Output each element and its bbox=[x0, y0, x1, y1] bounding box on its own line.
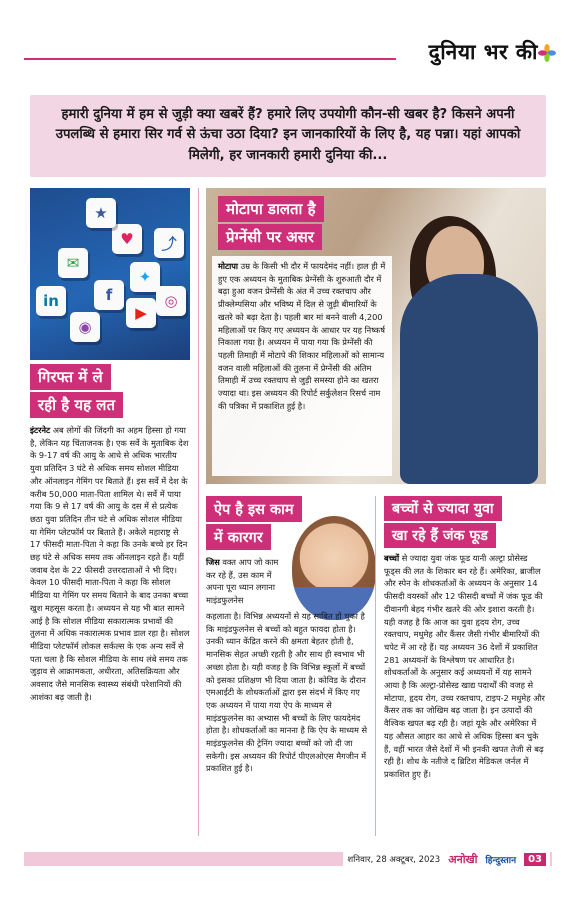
social-body bbox=[30, 424, 190, 703]
app-intro bbox=[206, 556, 290, 607]
flower-icon bbox=[538, 44, 556, 62]
footer-date: शनिवार, 28 अक्टूबर, 2023 bbox=[347, 854, 441, 865]
app-intro-text: वक्त आप जो काम कर रहे हैं, उस काम में अपना पूरा ध्यान लगाना माइंडफुलनेस bbox=[206, 557, 279, 606]
junkfood-heading-line2: खा रहे हैं जंक फूड bbox=[384, 523, 496, 548]
instagram-icon: ◎ bbox=[156, 286, 186, 316]
heart-icon: ♥ bbox=[112, 224, 142, 254]
social-article bbox=[30, 188, 190, 828]
junkfood-body-text: से ज्यादा युवा जंक फूड यानी अल्ट्रा प्रोसेस्ड फूड्स की लत के शिकार बन रहे हैं। अमेरिका, ब्राजील और स्पेन के शोधकर्ताओं के अध्ययन के अनुसार 14 फीसदी वयस्कों और 12 फीसदी बच्चों में जंक फूड की दीवानगी बेहद गंभीर खतरे की ओर इशारा करती है। यही वजह है कि आज का युवा हृदय रोग, उच्च रक्तचाप, मधुमेह और कैंसर जैसी गंभीर बीमारियों की चपेट में आ रहे हैं। यह अध्ययन 36 देशों में प्रकाशित 281 अध्ययनों के विश्लेषण पर आधारित है। शोधकर्ताओं के अनुसार कई अध्ययनों में यह सामने आया है कि अल्ट्रा-प्रोसेस्ड खाद्य पदार्थों की वजह से मोटापा, हृदय रोग, उच्च रक्तचाप, टाइप-2 मधुमेह और कैंसर तक का जोखिम बढ़ जाता है। इन उत्पादों की वैश्विक खपत बढ़ रही है। जहां यूके और अमेरिका में यह औसत आहार का आधे से अधिक हिस्सा बन चुके हैं, वहीं भारत जैसे देशों में भी इनकी खपत तेजी से बढ़ रही है। शोध के नतीजे द ब्रिटिश मेडिकल जर्नल में प्रकाशित हुए हैं। bbox=[384, 553, 545, 779]
facebook-icon: f bbox=[94, 280, 124, 310]
woman-dress bbox=[400, 274, 538, 484]
footer bbox=[343, 851, 550, 867]
share-icon: ⤴ bbox=[154, 228, 184, 258]
pregnancy-heading-line1: मोटापा डालता है bbox=[218, 196, 324, 222]
junkfood-heading-line1: बच्चों से ज्यादा युवा bbox=[384, 496, 502, 521]
intro-banner: हमारी दुनिया में हम से जुड़ी क्या खबरें हैं? हमारे लिए उपयोगी कौन-सी खबर है? किसने अपनी उपलब्धि से हमारा सिर गर्व से ऊंचा उठा दिया? इन जानकारियों के लिए है, यह पन्ना। यहां आपको मिलेगी, हर जानकारी हमारी दुनिया की... bbox=[30, 95, 546, 177]
app-heading-line2: में कारगर bbox=[206, 524, 271, 550]
app-lead: जिस bbox=[206, 557, 220, 567]
pregnancy-heading-line2: प्रेग्नेंसी पर असर bbox=[218, 224, 322, 250]
social-media-image bbox=[30, 188, 190, 360]
column-divider bbox=[198, 188, 199, 836]
smiling-girl-photo bbox=[292, 516, 376, 620]
chat-icon: ✉ bbox=[58, 248, 88, 278]
junkfood-body bbox=[384, 552, 546, 781]
app-article bbox=[206, 496, 366, 836]
pregnancy-body-text: उम्र के किसी भी दौर में फायदेमंद नहीं। हाल ही में हुए एक अध्ययन के मुताबिक प्रेग्नेंसी के शुरुआती दौर में बढ़ा हुआ वजन प्रेग्नेंसी के अंत में उच्च रक्तचाप और प्रीक्लेम्पसिया और भविष्य में दिल से जुड़ी बीमारियों के खतरे को बढ़ा देता है। पहली बार मां बनने वाली 4,200 महिलाओं पर किए गए अध्ययन के आधार पर यह निष्कर्ष निकाला गया है। अध्ययन में पाया गया कि प्रेग्नेंसी की पहली तिमाही में मोटापे की शिकार महिलाओं को सामान्य वजन वाली महिलाओं की तुलना में प्रेग्नेंसी की अंतिम तिमाही में उच्च रक्तचाप से जुड़ी समस्या होने का खतरा ज्यादा था। इस अध्ययन की रिपोर्ट सर्कुलेशन रिसर्च नाम की पत्रिका में प्रकाशित हुई है। bbox=[218, 261, 386, 411]
junkfood-lead: बच्चों bbox=[384, 553, 400, 563]
footer-brand-logo: अनोखी bbox=[448, 852, 478, 866]
twitter-icon: ✦ bbox=[130, 262, 160, 292]
social-heading-line1: गिरफ्त में ले bbox=[30, 364, 111, 390]
camera-icon: ◉ bbox=[70, 312, 100, 342]
page-number: 03 bbox=[524, 853, 546, 866]
social-body-text: अब लोगों की जिंदगी का अहम हिस्सा हो गया है, लेकिन यह चिंताजनक है। एक सर्वे के मुताबिक देश के 9-17 वर्ष की आयु के आधे से अधिक भारतीय युवा प्रतिदिन 3 घंटे से अधिक समय सोशल मीडिया और ऑनलाइन गेमिंग पर बिताते हैं। इस सर्वे में देश के करीब 50,000 माता-पिता शामिल थे। सर्वे में पाया गया कि 9 से 17 वर्ष की आयु के दस में से प्रत्येक छठा युवा प्रतिदिन तीन घंटे से अधिक सोशल मीडिया या गेमिंग प्लेटफॉर्म पर बिताते हैं। अकेले महाराष्ट्र से 17 फीसदी माता-पिता ने कहा कि उनके बच्चे हर दिन छह घंटे से अधिक समय तक ऑनलाइन रहते हैं। यहीं जवाब देश के 22 फीसदी उत्तरदाताओं ने भी दिए। केवल 10 फीसदी माता-पिता ने कहा कि सोशल मीडिया या गेमिंग पर समय बिताने के बाद उनका बच्चा खुश महसूस करता है। अध्ययन से यह भी बात सामने आई है कि सोशल मीडिया सकारात्मक प्रभावों की तुलना में अधिक नकारात्मक प्रभाव डाल रहा है। सोशल मीडिया प्लेटफॉर्म लोकल सर्कल्स के एक अन्य सर्वे से पता चला है कि सोशल मीडिया के साथ लंबे समय तक जुड़ाव से आक्रामकता, अधीरता, अतिसक्रियता और अवसाद जैसे मानसिक स्वास्थ्य संबंधी परेशानियों की आशंका बढ़ जाती है। bbox=[30, 425, 190, 702]
social-lead: इंटरनेट bbox=[30, 425, 51, 435]
like-icon: ★ bbox=[86, 198, 116, 228]
app-heading bbox=[206, 496, 302, 552]
app-heading-line1: ऐप है इस काम bbox=[206, 496, 302, 522]
social-heading-line2: रही है यह लत bbox=[30, 392, 123, 418]
app-body: कहलाता है। विभिन्न अध्ययनों से यह साबित हो चुका है कि माइंडफुलनेस से बच्चों को बहुत फायदा होता है। उनकी ध्यान केंद्रित करने की क्षमता बेहतर होती है, मानसिक सेहत अच्छी रहती है और साथ ही स्वभाव भी अच्छा होता है। यही वजह है कि विभिन्न स्कूलों में बच्चों को इसका प्रशिक्षण भी दिया जाता है। कोविड के दौरान एमआईटी के शोधकर्ताओं द्वारा इस संदर्भ में किए गए एक अध्ययन में पाया गया ऐप के माध्यम से माइंडफुलनेस का अभ्यास भी बच्चों के लिए फायदेमंद होता है। शोधकर्ताओं का मानना है कि ऐप के माध्यम से माइंडफुलनेस की ट्रेनिंग ज्यादा बच्चों को जो दी जा सकेगी। इस अध्ययन की रिपोर्ट पीएलओएस मैगजीन में प्रकाशित हुई है। bbox=[206, 611, 368, 774]
pregnancy-lead: मोटापा bbox=[218, 261, 239, 271]
junkfood-article bbox=[384, 496, 546, 836]
pregnancy-article bbox=[206, 188, 546, 484]
header-rule bbox=[24, 58, 396, 60]
column-divider bbox=[375, 496, 376, 836]
social-heading bbox=[30, 364, 190, 420]
pregnancy-body bbox=[212, 256, 392, 476]
network-icon: in bbox=[36, 286, 66, 316]
junkfood-heading bbox=[384, 496, 502, 550]
footer-paper-name: हिन्दुस्तान bbox=[485, 855, 517, 866]
section-title: दुनिया भर की bbox=[428, 40, 538, 64]
pregnancy-heading bbox=[218, 196, 324, 252]
youtube-icon: ▶ bbox=[126, 298, 156, 328]
